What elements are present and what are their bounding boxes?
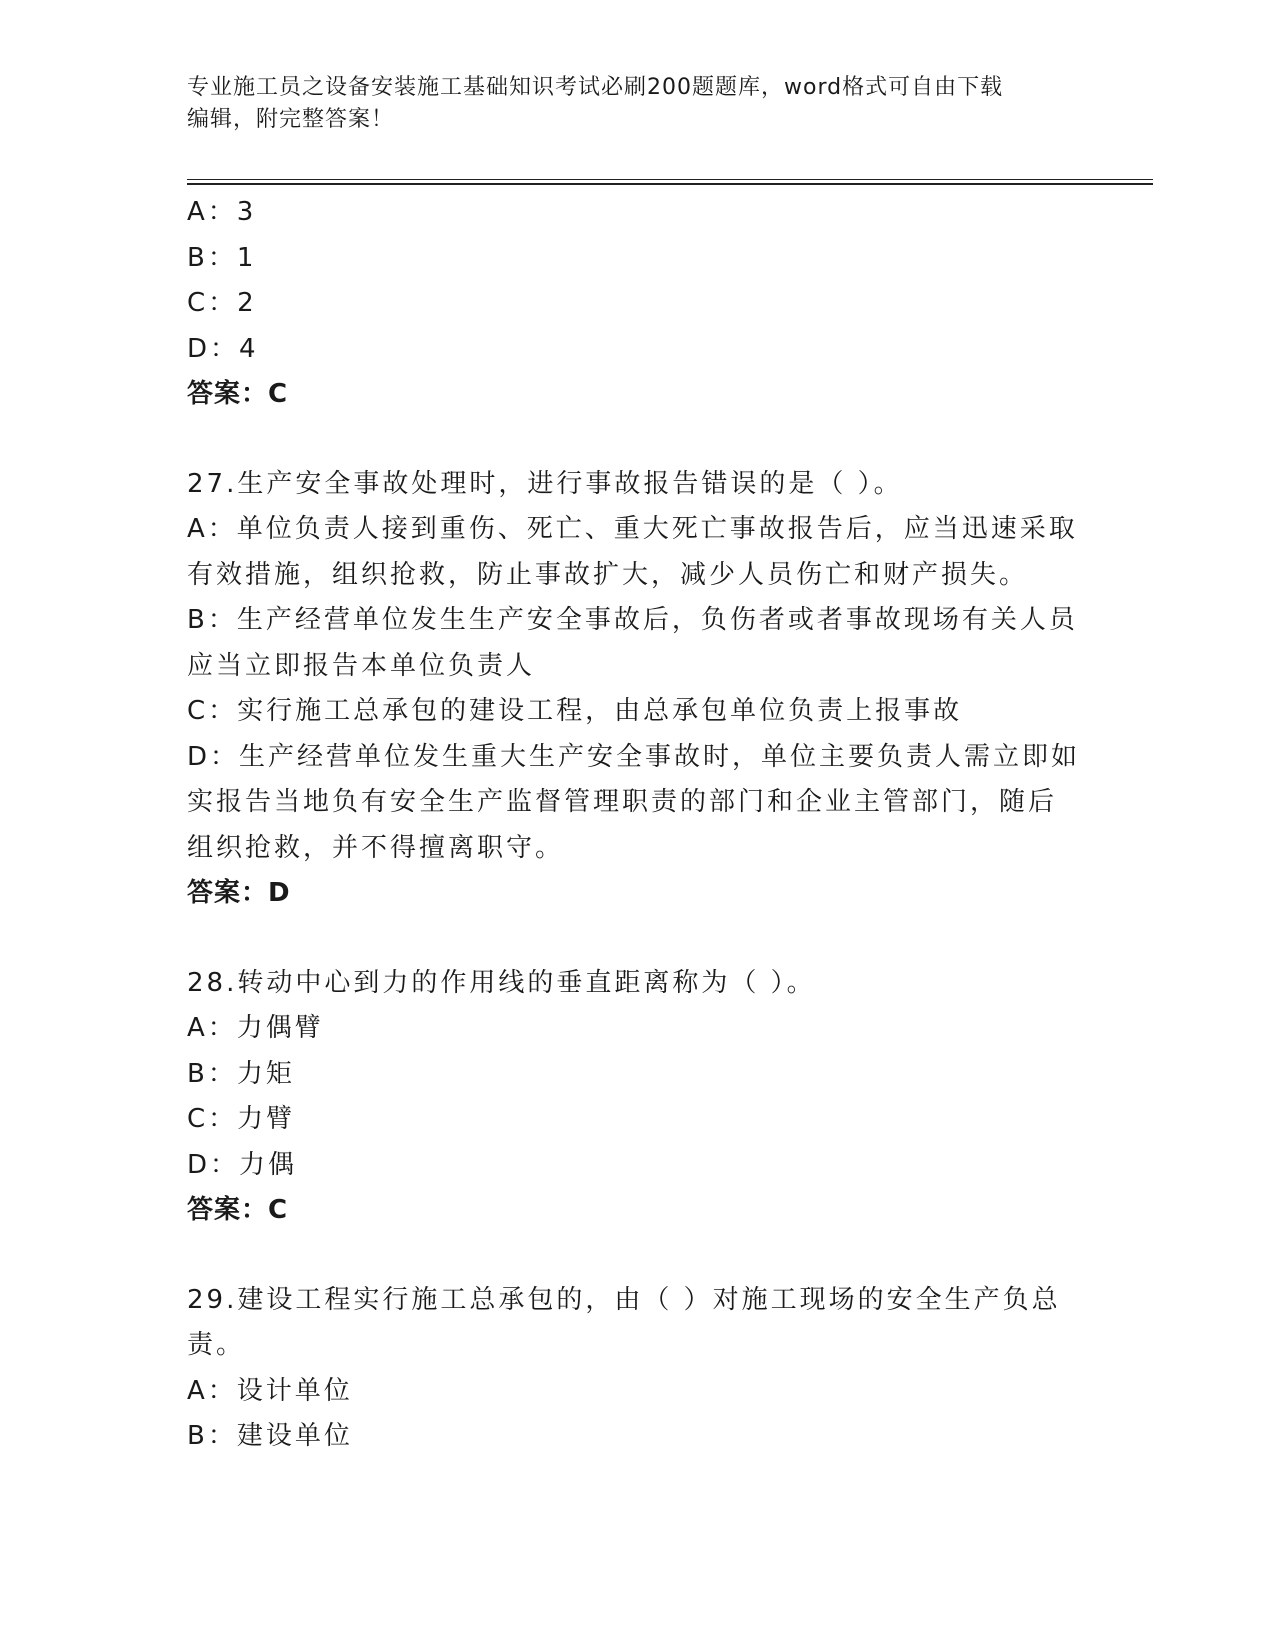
header-title-line-1: 专业施工员之设备安装施工基础知识考试必刷200题题库，word格式可自由下载 — [187, 75, 1004, 100]
q27-question: 27.生产安全事故处理时，进行事故报告错误的是（ ）。 — [187, 468, 903, 499]
header-divider-thick — [187, 183, 1153, 185]
q28-option-a: A：力偶臂 — [187, 1013, 324, 1043]
question-content — [187, 190, 1087, 1460]
q26-option-a: A：3 — [187, 197, 257, 227]
q26-option-b: B：1 — [187, 242, 257, 273]
q29-question-line-1: 29.建设工程实行施工总承包的，由（ ）对施工现场的安全生产负总 — [187, 1284, 1061, 1315]
question-26-block — [187, 190, 1087, 418]
q28-option-d: D：力偶 — [187, 1149, 298, 1180]
q26-answer: 答案：C — [187, 379, 289, 409]
q27-option-b-line-1: B：生产经营单位发生生产安全事故后，负伤者或者事故现场有关人员 — [187, 605, 1078, 635]
q29-option-a: A：设计单位 — [187, 1375, 353, 1406]
question-spacer — [187, 418, 1087, 462]
q27-option-a-line-1: A：单位负责人接到重伤、死亡、重大死亡事故报告后，应当迅速采取 — [187, 514, 1078, 544]
q27-answer: 答案：D — [187, 878, 291, 908]
q27-option-c: C：实行施工总承包的建设工程，由总承包单位负责上报事故 — [187, 696, 963, 726]
header-title-line-2: 编辑，附完整答案！ — [187, 107, 395, 132]
question-29-block — [187, 1278, 1087, 1460]
q27-option-b-line-2: 应当立即报告本单位负责人 — [187, 650, 536, 681]
q28-option-b: B：力矩 — [187, 1058, 295, 1089]
q26-option-d: D：4 — [187, 333, 259, 364]
question-27-block — [187, 462, 1087, 917]
question-28-block — [187, 961, 1087, 1234]
q27-option-d-line-2: 实报告当地负有安全生产监督管理职责的部门和企业主管部门，随后 — [187, 787, 1058, 817]
q26-option-c: C：2 — [187, 288, 257, 318]
q29-question-line-2: 责。 — [187, 1330, 246, 1360]
question-spacer — [187, 917, 1087, 961]
q28-question: 28.转动中心到力的作用线的垂直距离称为（ ）。 — [187, 967, 816, 998]
header-divider-thin — [187, 179, 1153, 180]
q27-option-a-line-2: 有效措施，组织抢救，防止事故扩大，减少人员伤亡和财产损失。 — [187, 559, 1029, 590]
q28-answer: 答案：C — [187, 1195, 289, 1225]
q27-option-d-line-3: 组织抢救，并不得擅离职守。 — [187, 832, 565, 863]
document-header — [187, 72, 1087, 136]
q29-option-b: B：建设单位 — [187, 1421, 353, 1451]
q27-option-d-line-1: D：生产经营单位发生重大生产安全事故时，单位主要负责人需立即如 — [187, 741, 1081, 772]
question-spacer — [187, 1234, 1087, 1278]
q28-option-c: C：力臂 — [187, 1104, 296, 1134]
